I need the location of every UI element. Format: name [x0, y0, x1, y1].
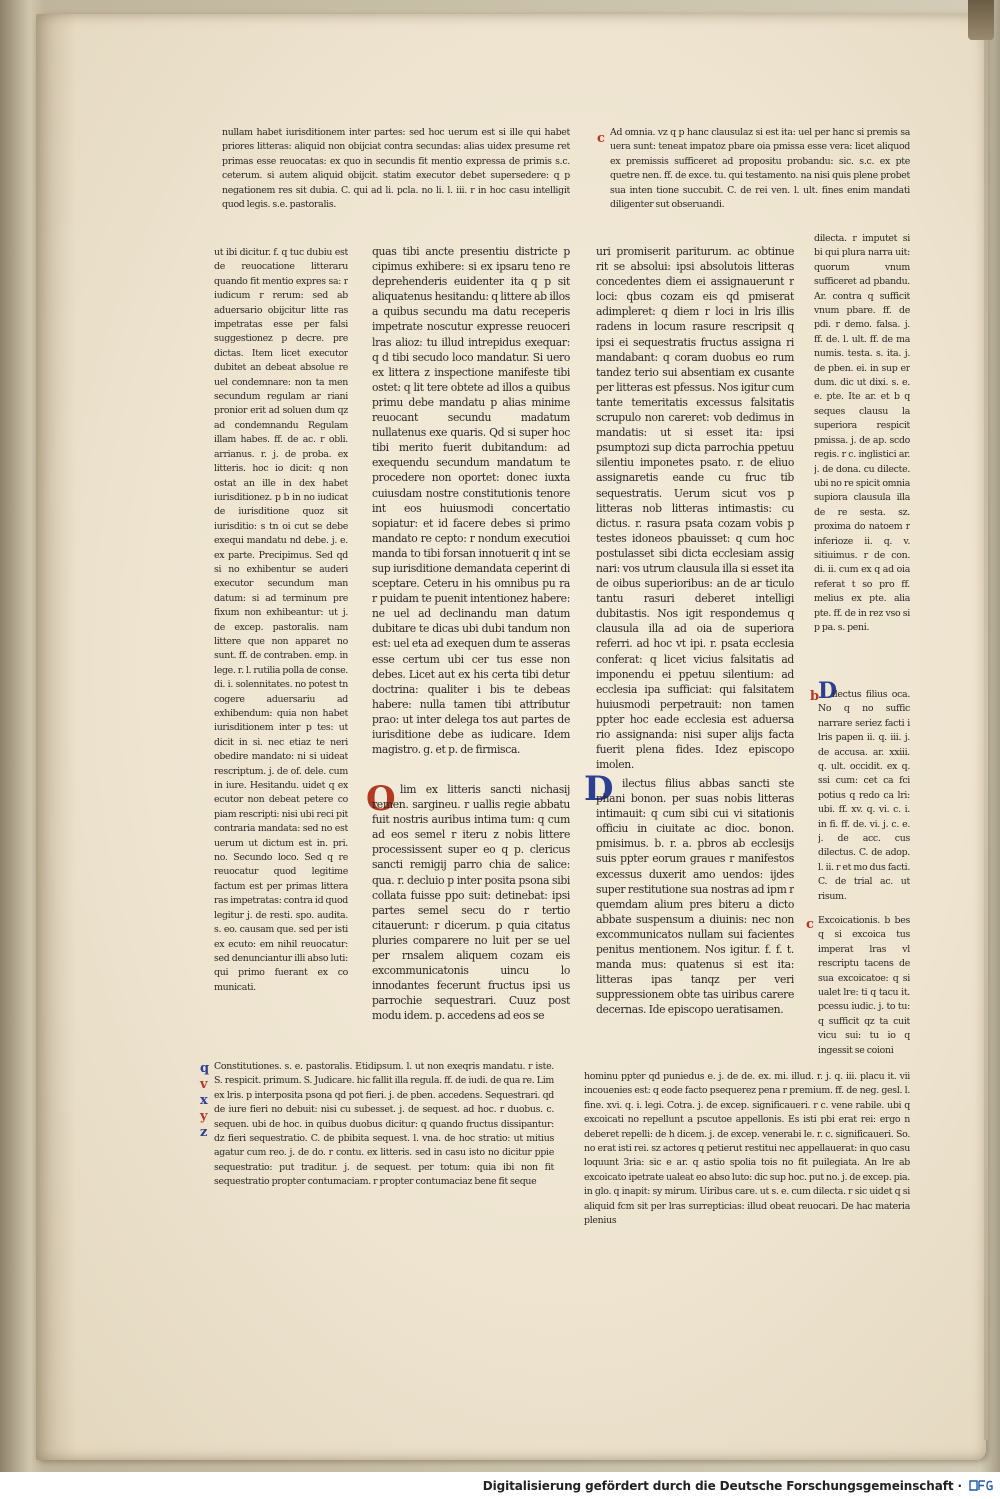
- main-text-column-1b: lim ex litteris sancti nichasij remen. sargineu. r uallis regie abbatu fuit nostris auribus intima tum: q cum ad eos semel r iteru z nobis littere processissent super eo q p. clericus sancti remigij parro chia de salice: qua. r. decluio p inter posita psona sibi collata fuisse ppo suit: detinebat: ipsi partes semel secu do r tertio citauerunt: r dicerum. p quia citatus pluries comparere no luit per se uel per rnsalem aliquem cozam eis excommunicatonis uincu lo innodantes fecerunt fructus ipsi us parrochie sequestrari. Cuuz post modu idem. p. accedens ad eos se: [372, 783, 570, 1023]
- paragraph-marker-y: y: [200, 1109, 208, 1124]
- initial-capital-o: O: [366, 779, 396, 819]
- gloss-top-right: Ad omnia. vz q p hanc clausulaz si est ita: uel per hanc si premis sa uera sunt: teneat impatoz pbare oia pmissa esse vera: licet aliquod ex premissis sufficeret ad propositu probandu: sic. s.c. ex pte quetre nen. ff. de exce. tu. qui testamento. na nisi quis plene probet sua inten tione succubit. C. de rei ven. l. ult. fines enim mandati diligenter sut obseruandi.: [610, 127, 910, 211]
- dfg-logo-icon: [968, 1478, 994, 1493]
- main-text-column-2: uri promiserit pariturum. ac obtinue rit se absolui: ipsi absolutois litteras concedentes diem ei assignauerunt r loci: qbus cozam eis qd pmiserat adimpleret: q diem r loci in lris illis radens in locum rasure rescripsit q ipsi ei sequestratis fructus assigna ri mandabant: q coram duobus eo rum tandez terio sui absentiam ex cusante per litteras est pfessus. Nos igitur cum tante temeritatis excessus falsitatis scrupulo non careret: vob dedimus in mandatis: ut si esset ita: ipsi psumptozi sup dicta parrochia ppetuu silentiu imponetes psato. r. de eliuo assignaretis eande cu fruc tib sequestratis. Uerum sicut vos p litteras nob litteras intimastis: cu dictus. r. rasura psata cozam vobis p testes idoneos pbauisset: q cum hoc postulasset sibi dicta ecclesiam assig nari: vos utrum clausula illa si esset ita de oibus superioribus: an de ar ticulo tantu rasuri deberet intelligi dubitastis. Nos igit respondemus q clausula illa ad oia de superiora referri. ad hoc vt ipi. r. psata ecclesia conferat: q licet vicius falsitatis ad imponendu ei ppetuu silentium: ad ecclesia ipa sufficiat: qui falsitatem huiusmodi perpetrauit: non tamen ppter hoc eade ecclesia est aduersa rio assignanda: nisi super alijs facta fuerit plena fides. Idez episcopo imolen.: [596, 245, 794, 772]
- main-text-column-2b: ilectus filius abbas sancti ste phani bonon. per suas nobis litteras intimauit: q cum sibi cui vi sitationis officiu in ciuitate ac dioc. bonon. pmisimus. b. r. a. pbros ab ecclesijs suis ppter eorum graues r manifestos excessus duxerit amo uendos: ijdes super restitutione sua nostras ad ipm r quemdam alium pres biteru a dicto abbate suspensum a diuinis: nec non excommunicatos nullam sui facientes penitus mentionem. Nos igitur. f. f. t. manda mus: quatenus si est ita: litteras ipas tanqz per veri suppressionem obte tas uiribus carere decernas. Ide episcopo ueratisamen.: [596, 777, 794, 1017]
- binding-clasp: [968, 0, 994, 40]
- gloss-right-column: dilecta. r imputet si bi qui plura narra uit: quorum vnum sufficeret ad pbandu. Ar. contra q sufficit vnum pbare. ff. de pdi. r demo. falsa. j. ff. de. l. ult. ff. de ma numis. testa. s. ita. j. de pben. ei. in sup er dum. dic ut dixi. s. e. e. pte. Ite ar. et b q seques clausu la superiora respicit pmissa. j. de ap. scdo regis. r c. inglistici ar. j. de dona. cu dilecte. ubi no re spicit omnia supiora clausula illa de re sesta. sz. proxima do natoem r inferioze ii. q. v. sitiuimus. r de con. di. ii. cum ex q ad oia referat t so pro ff. melius ex pte. alia pte. ff. de in rez vso si p pa. s. peni.: [814, 233, 910, 633]
- page-edge: [984, 40, 988, 1440]
- paragraph-marker-c2: c: [806, 917, 814, 932]
- gloss-right-column-c: Excoicationis. b bes q si excoica tus imperat lras vl rescriptu tacens de sua excoicatoe: q si ualet lre: ti q tacu it. pcessu iudic. j. to tu: q sufficit qz ta cuit vicu sui: tu io q ingessit se coioni: [818, 915, 910, 1056]
- gloss-top-left: nullam habet iurisditionem inter partes: sed hoc uerum est si ille qui habet priores litteras: aliquid non obijciat contra secundas: alias uidex presume ret primas esse reuocatas: ex quo in secundis fit mentio expressa de primis s.c. ceterum. si autem aliquid obijcit. statim executor debet supersedere: q p negationem res sit dubia. C. qui ad li. pcla. no li. l. iii. r in hoc casu intelligit quod legis. s.e. pastoralis.: [222, 127, 570, 211]
- gloss-bottom-right: hominu ppter qd puniedus e. j. de de. ex. mi. illud. r. j. q. iii. placu it. vii incouenies est: q eode facto psequerez pena r premium. ff. de neg. gesl. l. fine. xvi. q. i. legi. Cotra. j. de excep. significaueri. r c. vene rabile. ubi q excoicati no repellunt a pscutoe appellonis. Es isti pbi erat rei: ergo n deberet repelli: de h dicem. j. de excep. venerabi le. r. c. significaueri. So. no erat isti rei. sz actores q petierut restitui nec appellauerat: in quo casu loquunt 3ria: sic e ar. q astio spolia tois no fit puilegiata. An lre ab excoicato ipetrate ualeat eo abso luto: dic sup hoc. put no. j. de excep. pia. in glo. q inapit: sy mirum. Uiribus care. ut s. e. cum dilecta. r sic uidet q si aliquid fcm sit per lras surrepticias: illud obeat reuocari. De hac materia plenius: [584, 1071, 910, 1227]
- paragraph-marker-v: v: [200, 1077, 208, 1092]
- gloss-left-column: ut ibi dicitur. f. q tuc dubiu est de reuocatione litteraru quando fit mentio expres sa: r iudicum r rerum: sed ab aduersario obijcitur litte ras impetratas esse per falsi suggestionez p decre. pre dictas. Item licet executor dubitet an debeat absolue re uel condemnare: non ta men secundum regulam ar riani pronior erit ad soluen dum qz ad condemnandu Regulam illam habes. ff. de ac. r obli. arrianus. r. j. de proba. ex litteris. hoc io dicit: q non ostat an ille in dex habet iurisditionez. p b in no iudicat de iurisditione quoz sit iurisditio: s tn oi cut se debe exequi mandatu nd debe. j. e. ex parte. Precipimus. Sed qd si no exhibentur se auderi executor secundum man datum: si ad terminum pre fixum non exhibeantur: ut j. de excep. pastoralis. nam littere que non apparet no sunt. ff. de contraben. emp. in lege. r. l. rutilia polla de conse. di. i. solennitates. no potest tn cogere aduersariu ad exhibendum: quia non habet iurisditionem inter p tes: ut dicit in si. nec etiaz te neri obedire mandato: ni si uideat rescriptum. j. de of. dele. cum in iure. Hesitandu. uidet q ex ecutor non debeat petere co piam rescripti: nisi ubi reci pit contraria mandata: sed no est uerum ut dictum est in. pri. no. Secundo loco. Sed q re reuocatur quod legitime factum est per primas littera ras impetratas: contra id quod legitur j. de resti. spo. audita. s. eo. causam que. sed per isti ex ecuto: em nihil reuocatur: sed denunciantur illi abso luti: qui primo fuerant ex co municati.: [214, 247, 348, 993]
- main-text-column-1: quas tibi ancte presentiu districte p cipimus exhibere: si ex ipsaru teno re deprehenderis euidenter ita q p sit aliquatenus hesitandu: q littere ab illos a quibus secundu ma datu receperis impetrate noscutur expresse reuoceri lras alioz: tu illud intrepidus exequar: q d tibi secudo loco mandatur. Si uero ex littera z inspectione manifeste tibi ostet: q lit tere obtete ad illos a quibus primu debe mandatu p alias minime reuocant secundu madatum nullatenus exe quaris. Qd si super hoc tibi merito fuerit dubitandum: ad exequendu secundum mandatum te procedere non oportet: donec iuxta cuiusdam nostre constitutionis tenore int eos huiusmodi concertatio sopiatur: et id facere debes si primo mandato re cepto: r nondum executioi manda to tibi forsan innotuerit q int se sup iurisditione demandata ceperint di sceptare. Ceteru in his omnibus pu ra r puidam te puenit intentionez habere: ne uel ad declinandu man datum dubitare te dicas ubi dubi tandum non est: uel eta ad exequen dum te asseras esse certum ubi cer tus esse non debes. Licet aut ex his certa tibi detur doctrina: qualiter i bis te debeas habere: nulla tamen tibi attributur prao: ut inter delega tos aut partes de iurisditione debe as iudicare. Idem magistro. g. et p. de firmisca.: [372, 245, 570, 757]
- paragraph-marker-x: x: [200, 1093, 208, 1108]
- gloss-bottom-left: Constitutiones. s. e. pastoralis. Etidipsum. l. ut non exeqris mandatu. r iste. S. respicit. primum. S. Judicare. hic fallit illa regula. ff. de iudi. de qua re. Lim ex lris. p interposita psona qd pot fieri. j. de pben. accedens. Sequestrari. qd de iure fieri no debuit: nisi cu subesset. j. de sequest. ad hoc. r duobus. c. sequen. ubi de hoc. in quibus duobus dicitur: q quando fructus dissipantur: dz fieri sequestratio. C. de pbibita sequest. l. vna. de hoc stratio: ut mitius agatur cum reo. j. de do. r contu. ex litteris. sed in casu isto no dicitur ppie sequestratio: put traditur. j. de sequest. per totum: quia ibi non fit sequestratio propter contumaciam. r propter contumaciaz bene fit seque: [214, 1061, 554, 1188]
- paragraph-marker-b: b: [810, 689, 820, 704]
- paragraph-marker-c: c: [597, 131, 605, 146]
- funding-caption: Digitalisierung gefördert durch die Deutsche Forschungsgemeinschaft ·: [482, 1479, 962, 1493]
- gloss-right-column-b: ilectus filius oca. No q no suffic narrare seriez facti i lris papen ii. q. iii. j. de accusa. ar. xxiii. q. ult. occidit. ex q. ssi cum: cet ca fci potius q redo ca lri: ubi. ff. xv. q. vi. c. i. in fi. ff. de. vi. j. c. e. j. de acc. cus dilectus. C. de adop. l. ii. r et mo dus facti. C. de trial ac. ut risum.: [818, 689, 910, 902]
- initial-capital-d: D: [584, 769, 614, 809]
- paragraph-marker-q: q: [200, 1061, 210, 1076]
- paragraph-marker-z: z: [200, 1125, 208, 1140]
- initial-capital-d-gloss: D: [818, 678, 838, 704]
